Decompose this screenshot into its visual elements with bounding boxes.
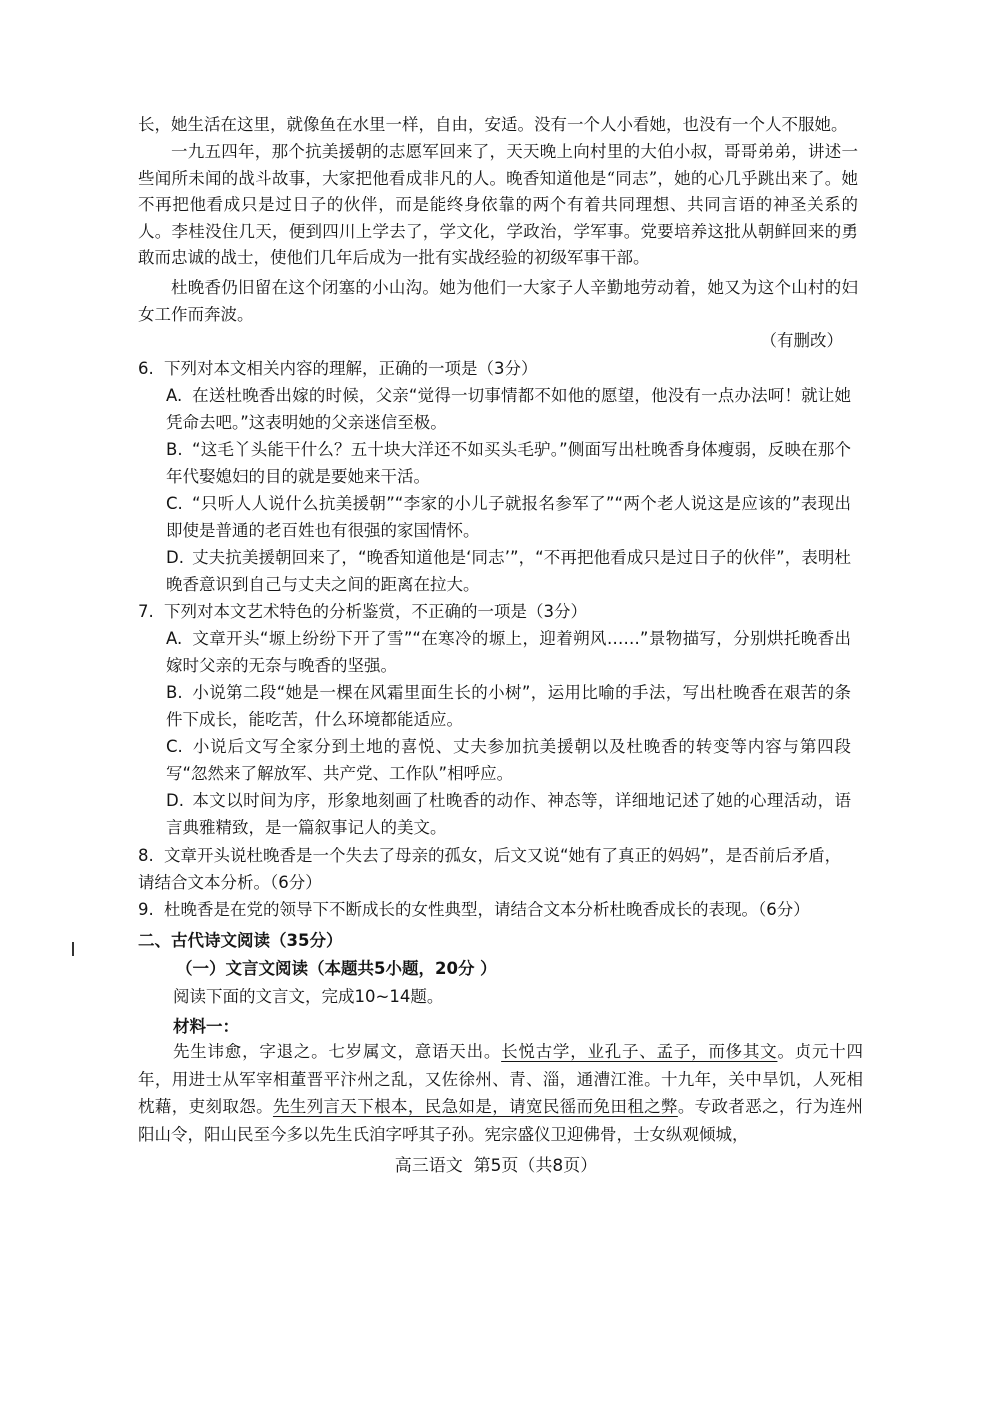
classical-text-part: 。专政者恶之，行为连州阳山令，阳山民至今多以先生氏洎字呼其子孙。宪宗盛仪卫迎佛骨，士女纵观倾城， <box>138 1097 864 1144</box>
option-label: B. <box>166 683 183 702</box>
passage-note: （有删改） <box>760 331 843 350</box>
question-7-option-a <box>166 625 851 679</box>
question-text: 下列对本文相关内容的理解，正确的一项是（3分） <box>164 359 538 378</box>
question-number: 9. <box>138 900 154 919</box>
passage-paragraph-last: 杜晚香仍旧留在这个闭塞的小山沟。她为他们一大家子人辛勤地劳动着，她又为这个山村的妇女工作而奔波。 <box>138 278 858 324</box>
question-6-stem <box>138 355 858 382</box>
question-7-option-c <box>166 733 851 787</box>
option-text: 丈夫抗美援朝回来了，“晚香知道他是‘同志’”，“不再把他看成只是过日子的伙伴”，表明杜晚香意识到自己与丈夫之间的距离在拉大。 <box>166 548 851 594</box>
passage-paragraph-1954: 一九五四年，那个抗美援朝的志愿军回来了，天天晚上向村里的大伯小叔，哥哥弟弟，讲述一些闻所未闻的战斗故事，大家把他看成非凡的人。晚香知道他是“同志”，她的心几乎跳出来了。她不再把他看成只是过日子的伙伴，而是能终身依靠的两个有着共同理想、共同言语的神圣关系的人。李桂没住几天，便到四川上学去了，学文化，学政治，学军事。党要培养这批从朝鲜回来的勇敢而忠诚的战士，使他们几年后成为一批有实战经验的初级军事干部。 <box>138 142 858 267</box>
option-text: 本文以时间为序，形象地刻画了杜晚香的动作、神态等，详细地记述了她的心理活动，语言典雅精致，是一篇叙事记人的美文。 <box>166 791 851 837</box>
option-text: “这毛丫头能干什么？五十块大洋还不如买头毛驴。”侧面写出杜晚香身体瘦弱，反映在那个年代娶媳妇的目的就是要她来干活。 <box>166 440 851 486</box>
question-text: 文章开头说杜晚香是一个失去了母亲的孤女，后文又说“她有了真正的妈妈”，是否前后矛盾，请结合文本分析。（6分） <box>138 846 842 892</box>
option-label: A. <box>166 629 183 648</box>
section-2-title: 二、古代诗文阅读（35分） <box>138 931 343 950</box>
question-8-stem <box>138 842 853 896</box>
option-text: 在送杜晚香出嫁的时候，父亲“觉得一切事情都不如他的愿望，他没有一点办法呵！就让她凭命去吧。”这表明她的父亲迷信至极。 <box>166 386 851 432</box>
option-label: C. <box>166 494 183 513</box>
passage-line-continued: 长，她生活在这里，就像鱼在水里一样，自由，安适。没有一个人小看她，也没有一个人不服她。 <box>138 115 848 134</box>
page-footer <box>0 1154 992 1178</box>
margin-mark <box>72 942 74 956</box>
question-9-stem <box>138 896 858 923</box>
option-text: “只听人人说什么抗美援朝”“李家的小儿子就报名参军了”“两个老人说这是应该的”表现出即使是普通的老百姓也有很强的家国情怀。 <box>166 494 851 540</box>
question-7-option-b <box>166 679 851 733</box>
question-number: 7. <box>138 602 154 621</box>
option-label: D. <box>166 791 184 810</box>
question-number: 6. <box>138 359 154 378</box>
section-2-subtitle: （一）文言文阅读（本题共5小题，20分 ） <box>176 959 497 978</box>
question-6-option-d <box>166 544 851 598</box>
question-text: 杜晚香是在党的领导下不断成长的女性典型，请结合文本分析杜晚香成长的表现。（6分） <box>164 900 810 919</box>
underlined-sentence-1: 长悦古学，业孔子、孟子，而侈其文 <box>501 1042 778 1061</box>
underlined-sentence-2: 先生列言天下根本，民急如是，请宽民徭而免田租之弊 <box>272 1097 678 1116</box>
question-6-option-c <box>166 490 851 544</box>
question-7-option-d <box>166 787 851 841</box>
question-text: 下列对本文艺术特色的分析鉴赏，不正确的一项是（3分） <box>164 602 587 621</box>
footer-subject: 高三语文 <box>394 1156 463 1176</box>
classical-text <box>138 1038 863 1148</box>
option-text: 小说后文写全家分到土地的喜悦、丈夫参加抗美援朝以及杜晚香的转变等内容与第四段写“忽然来了解放军、共产党、工作队”相呼应。 <box>166 737 851 783</box>
classical-text-part: 先生讳愈，字退之。七岁属文，意语天出。 <box>173 1042 502 1061</box>
option-label: B. <box>166 440 183 459</box>
question-6-option-a <box>166 382 851 436</box>
footer-page-number: 第5页（共8页） <box>473 1156 598 1176</box>
option-label: A. <box>166 386 183 405</box>
option-text: 文章开头“塬上纷纷下开了雪”“在寒冷的塬上，迎着朔风……”景物描写，分别烘托晚香出嫁时父亲的无奈与晚香的坚强。 <box>166 629 851 675</box>
option-text: 小说第二段“她是一棵在风霜里面生长的小树”，运用比喻的手法，写出杜晚香在艰苦的条件下成长，能吃苦，什么环境都能适应。 <box>166 683 851 729</box>
option-label: C. <box>166 737 183 756</box>
section-2-instruction: 阅读下面的文言文，完成10~14题。 <box>173 987 444 1006</box>
question-number: 8. <box>138 846 154 865</box>
question-7-stem <box>138 598 858 625</box>
question-6-option-b <box>166 436 851 490</box>
classical-text-part: 。贞元十四年，用进士从军宰相董晋平汴州之乱，又佐徐州、青、淄，通漕江淮。十九年，关中旱饥，人死相枕藉，吏刻取怨。 <box>138 1042 864 1116</box>
material-label: 材料一： <box>173 1017 239 1036</box>
option-label: D. <box>166 548 184 567</box>
